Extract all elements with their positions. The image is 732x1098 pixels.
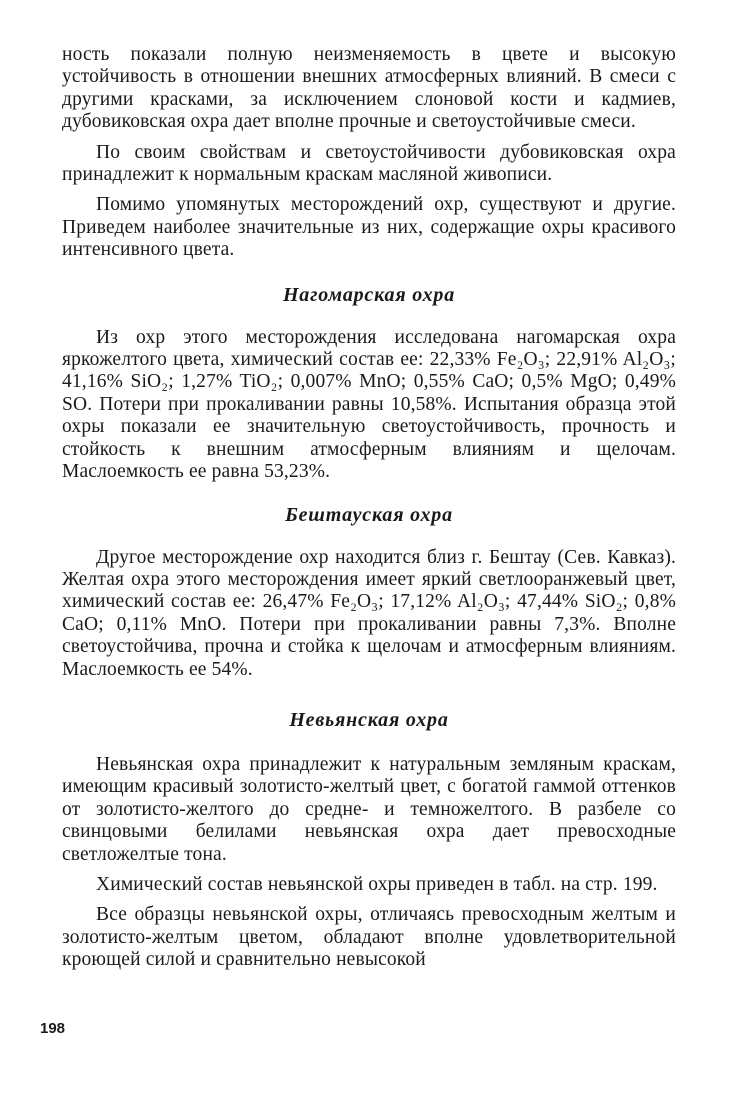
paragraph-chemical-table-ref: Химический состав невьянской охры приведен в табл. на стр. 199.	[96, 873, 658, 895]
heading-beshtauskaya: Бештауская охра	[285, 503, 453, 526]
heading-nagomarskaya: Нагомарская охра	[282, 283, 456, 306]
page-number: 198	[40, 1020, 66, 1037]
paragraph-beshtauskaya: Другое месторождение охр находится близ г. Бештау (Сев. Кавказ). Желтая охра этого месторождения имеет яркий светлооранжевый цвет, химический состав ее: 26,47% Fe₂O₃; 17,12% Al₂O₃; 47,44% SiO₂; 0,8% CaO; 0,11% MnO. Потери при прокаливании равны 7,3%. Вполне светоустойчива, прочна и стойка к щелочам и атмосферным влияниям. Маслоемкость ее 54%.	[62, 546, 676, 680]
paragraph-properties: По своим свойствам и светоустойчивости дубовиковская охра принадлежит к нормальным краскам масляной живописи.	[62, 141, 676, 186]
paragraph-nagomarskaya: Из охр этого месторождения исследована нагомарская охра яркожелтого цвета, химический состав ее: 22,33% Fe₂O₃; 22,91% Al₂O₃; 41,16% SiO₂; 1,27% TiO₂; 0,007% MnO; 0,55% CaO; 0,5% MgO; 0,49% SO. Потери при прокаливании равны 10,58%. Испытания образца этой охры показали ее значительную светоустойчивость, прочность и стойкость к внешним атмосферным влияниям и щелочам. Маслоемкость ее равна 53,23%.	[62, 326, 676, 483]
heading-nevyanskaya: Невьянская охра	[289, 708, 449, 731]
paragraph-nevyanskaya: Невьянская охра принадлежит к натуральным земляным краскам, имеющим красивый золотисто-желтый цвет, с богатой гаммой оттенков от золотисто-желтого до средне- и темножелтого. В разбеле со свинцовыми белилами невьянская охра дает превосходные светложелтые тона.	[62, 753, 676, 865]
paragraph-continuation: ность показали полную неизменяемость в цвете и высокую устойчивость в отношении внешних атмосферных влияний. В смеси с другими красками, за исключением слоновой кости и кадмиев, дубовиковская охра дает вполне прочные и светоустойчивые смеси.	[62, 44, 676, 133]
paragraph-other-deposits: Помимо упомянутых месторождений охр, существуют и другие. Приведем наиболее значительные из них, содержащие охры красивого интенсивного цвета.	[62, 194, 676, 261]
paragraph-samples: Все образцы невьянской охры, отличаясь превосходным желтым и золотисто-желтым цветом, обладают вполне удовлетворительной кроющей силой и сравнительно невысокой	[62, 904, 676, 971]
